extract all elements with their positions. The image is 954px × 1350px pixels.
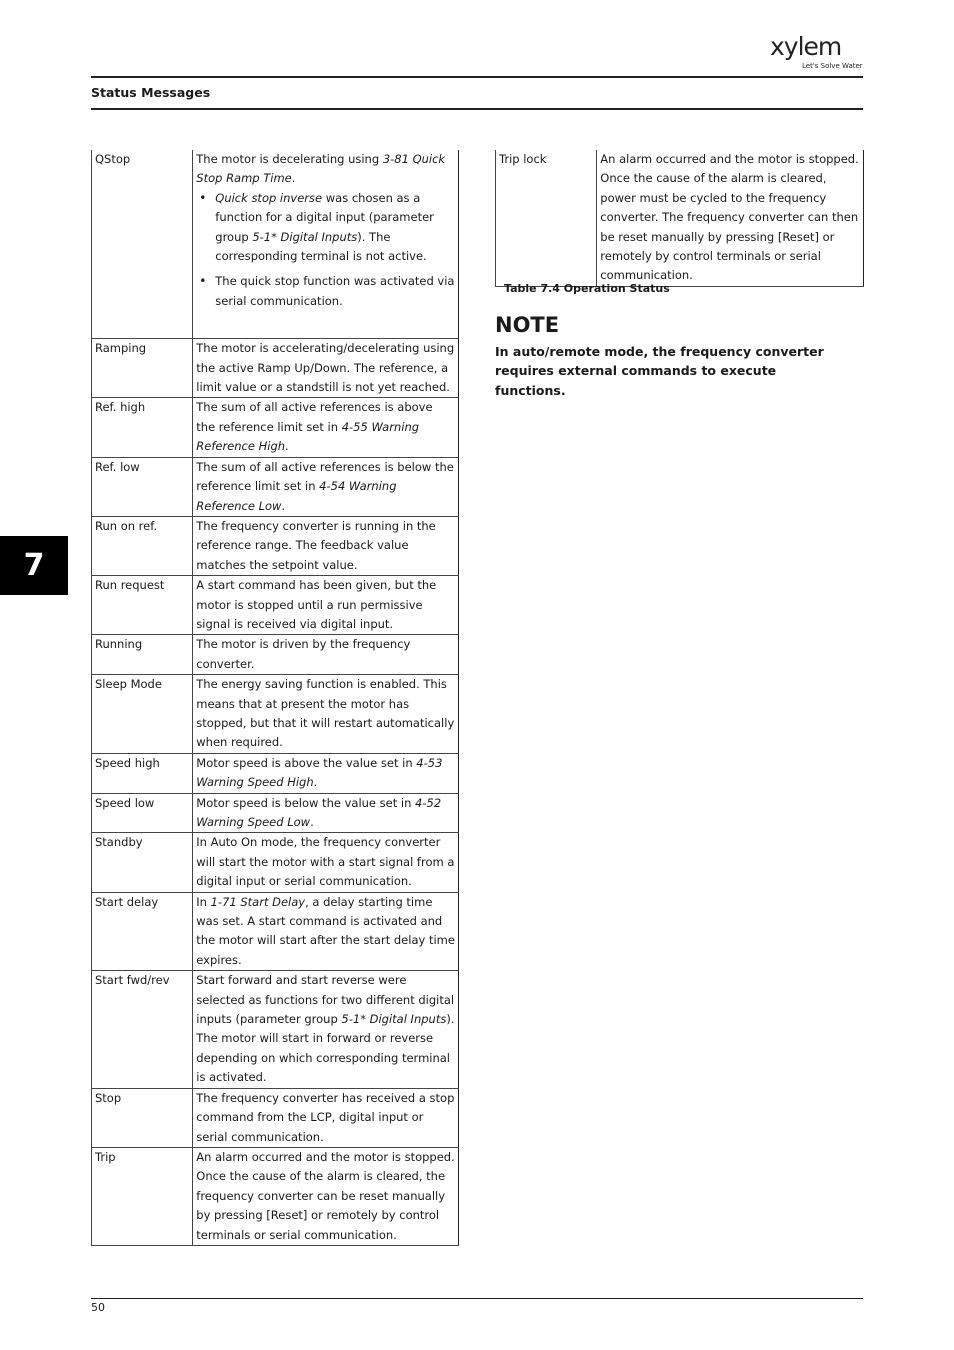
page-number: 50 — [91, 1301, 105, 1314]
table-row — [92, 675, 459, 754]
status-table-left — [91, 150, 459, 1246]
table-row — [92, 833, 459, 892]
status-table-right — [495, 150, 864, 287]
status-name: Stop — [92, 1088, 193, 1147]
status-description: The sum of all active references is above the reference limit set in 4-55 Warning Reference High. — [193, 398, 459, 457]
status-name: QStop — [92, 150, 193, 339]
status-description: The frequency converter is running in the reference range. The feedback value matches the setpoint value. — [193, 516, 459, 575]
footer-rule — [91, 1298, 863, 1299]
table-row — [92, 892, 459, 971]
status-description: Start forward and start reverse were selected as functions for two different digital inputs (parameter group 5-1* Digital Inputs). The motor will start in forward or reverse depending on which corresponding terminal is activated. — [193, 971, 459, 1088]
status-name: Running — [92, 635, 193, 675]
logo-wordmark: xylem — [770, 32, 842, 61]
status-description: The motor is decelerating using 3-81 Quick Stop Ramp Time. • Quick stop inverse was chosen as a function for a digital input (parameter group 5-1* Digital Inputs). The corresponding terminal is not active. • The quick stop function was activated via serial communication. — [193, 150, 459, 339]
table-row — [92, 576, 459, 635]
section-title: Status Messages — [91, 85, 211, 100]
note-text: In auto/remote mode, the frequency converter requires external commands to execute functions. — [495, 344, 824, 398]
table-row — [92, 971, 459, 1088]
status-name: Ref. low — [92, 457, 193, 516]
status-name: Run request — [92, 576, 193, 635]
table-row — [92, 1147, 459, 1245]
status-name: Start delay — [92, 892, 193, 971]
table-row — [92, 635, 459, 675]
status-name: Run on ref. — [92, 516, 193, 575]
status-description: An alarm occurred and the motor is stopped. Once the cause of the alarm is cleared, the frequency converter can be reset manually by pressing [Reset] or remotely by control terminals or serial communication. — [193, 1147, 459, 1245]
status-description: In 1-71 Start Delay, a delay starting time was set. A start command is activated and the motor will start after the start delay time expires. — [193, 892, 459, 971]
table-row — [92, 1088, 459, 1147]
table-row — [92, 516, 459, 575]
table-caption: Table 7.4 Operation Status — [504, 282, 670, 295]
status-name: Trip lock — [496, 150, 597, 286]
status-description: Motor speed is above the value set in 4-53 Warning Speed High. — [193, 753, 459, 793]
status-description: Motor speed is below the value set in 4-52 Warning Speed Low. — [193, 793, 459, 833]
status-name: Ref. high — [92, 398, 193, 457]
table-row — [92, 457, 459, 516]
status-description: The sum of all active references is below the reference limit set in 4-54 Warning Reference Low. — [193, 457, 459, 516]
table-row — [496, 150, 864, 286]
xylem-logo — [770, 32, 866, 72]
section-rule — [91, 108, 863, 110]
bullet-item: • The quick stop function was activated via serial communication. — [215, 272, 455, 311]
logo-tagline: Let's Solve Water — [802, 62, 863, 70]
status-name: Start fwd/rev — [92, 971, 193, 1088]
status-name: Standby — [92, 833, 193, 892]
status-name: Ramping — [92, 339, 193, 398]
status-description: The motor is accelerating/decelerating using the active Ramp Up/Down. The reference, a limit value or a standstill is not yet reached. — [193, 339, 459, 398]
table-row — [92, 339, 459, 398]
note-heading: NOTE — [495, 313, 560, 337]
status-description: An alarm occurred and the motor is stopped. Once the cause of the alarm is cleared, power must be cycled to the frequency converter. The frequency converter can then be reset manually by pressing [Reset] or remotely by control terminals or serial communication. — [597, 150, 864, 286]
status-name: Sleep Mode — [92, 675, 193, 754]
status-name: Trip — [92, 1147, 193, 1245]
table-row — [92, 753, 459, 793]
bullet-item: • Quick stop inverse was chosen as a function for a digital input (parameter group 5-1* Digital Inputs). The corresponding terminal is not active. — [215, 189, 455, 267]
chapter-tab: 7 — [0, 536, 68, 595]
header-rule — [91, 76, 863, 78]
table-row — [92, 150, 459, 339]
status-description: In Auto On mode, the frequency converter will start the motor with a start signal from a digital input or serial communication. — [193, 833, 459, 892]
table-row — [92, 398, 459, 457]
status-description: The frequency converter has received a stop command from the LCP, digital input or serial communication. — [193, 1088, 459, 1147]
status-name: Speed low — [92, 793, 193, 833]
status-description: The energy saving function is enabled. This means that at present the motor has stopped, but that it will restart automatically when required. — [193, 675, 459, 754]
status-name: Speed high — [92, 753, 193, 793]
status-description: A start command has been given, but the motor is stopped until a run permissive signal is received via digital input. — [193, 576, 459, 635]
status-description: The motor is driven by the frequency converter. — [193, 635, 459, 675]
table-row — [92, 793, 459, 833]
